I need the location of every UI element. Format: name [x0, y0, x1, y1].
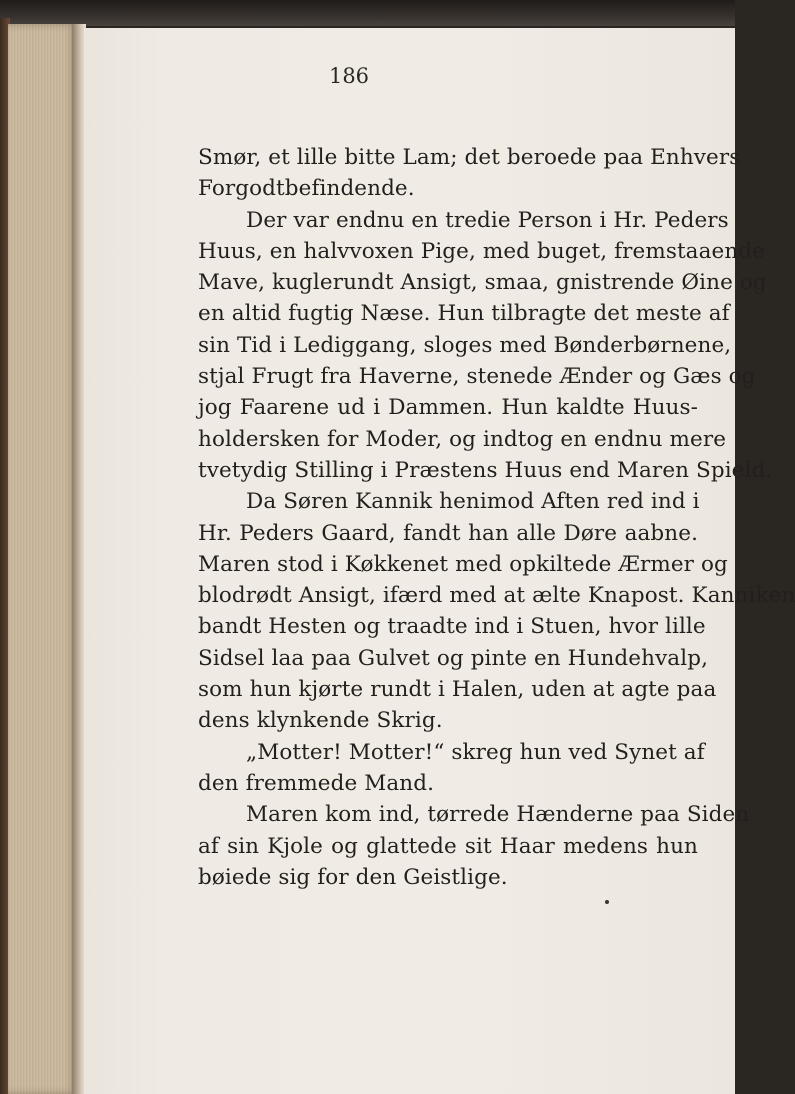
text-line: Maren kom ind, tørrede Hænderne paa Siden — [246, 802, 750, 828]
text-line: stjal Frugt fra Haverne, stenede Ænder og Gæs og — [198, 364, 756, 390]
text-line: bandt Hesten og traadte ind i Stuen, hvor lille — [198, 614, 706, 640]
text-line: som hun kjørte rundt i Halen, uden at agte paa — [198, 677, 717, 703]
book-top-edge — [0, 0, 735, 26]
text-line: af sin Kjole og glattede sit Haar medens hun — [198, 833, 698, 859]
text-line: Da Søren Kannik henimod Aften red ind i — [246, 489, 700, 515]
text-line: en altid fugtig Næse. Hun tilbragte det meste af — [198, 301, 730, 327]
text-line: holdersken for Moder, og indtog en endnu mere — [198, 426, 727, 452]
text-line: Smør, et lille bitte Lam; det beroede paa Enhvers — [198, 145, 741, 170]
text-line: „Motter! Motter!“ skreg hun ved Synet af — [246, 739, 705, 765]
text-line: Mave, kuglerundt Ansigt, smaa, gnistrende Øine og — [198, 270, 767, 296]
text-line: Hr. Peders Gaard, fandt han alle Døre aabne. — [198, 520, 698, 546]
ink-speck — [605, 900, 609, 904]
text-line: dens klynkende Skrig. — [198, 708, 443, 734]
page-stack-edge — [8, 24, 78, 1094]
text-line: bøiede sig for den Geistlige. — [198, 864, 508, 890]
text-line: Maren stod i Køkkenet med opkiltede Ærmer og — [198, 551, 728, 577]
page-text — [198, 142, 795, 893]
text-line: tvetydig Stilling i Præstens Huus end Maren Spield. — [198, 457, 773, 483]
text-line: Der var endnu en tredie Person i Hr. Peders — [246, 207, 729, 233]
text-line: Huus, en halvvoxen Pige, med buget, fremstaaende — [198, 238, 765, 264]
text-line: den fremmede Mand. — [198, 770, 435, 796]
text-line: Forgodtbefindende. — [198, 176, 415, 202]
page-number: 186 — [328, 64, 370, 88]
text-line: blodrødt Ansigt, ifærd med at ælte Knapost. Kanniken — [198, 583, 795, 609]
text-line: Sidsel laa paa Gulvet og pinte en Hundehvalp, — [198, 645, 709, 671]
text-line: jog Faarene ud i Dammen. Hun kaldte Huus- — [198, 395, 698, 421]
text-line: sin Tid i Lediggang, sloges med Bønderbørnene, — [198, 332, 732, 358]
